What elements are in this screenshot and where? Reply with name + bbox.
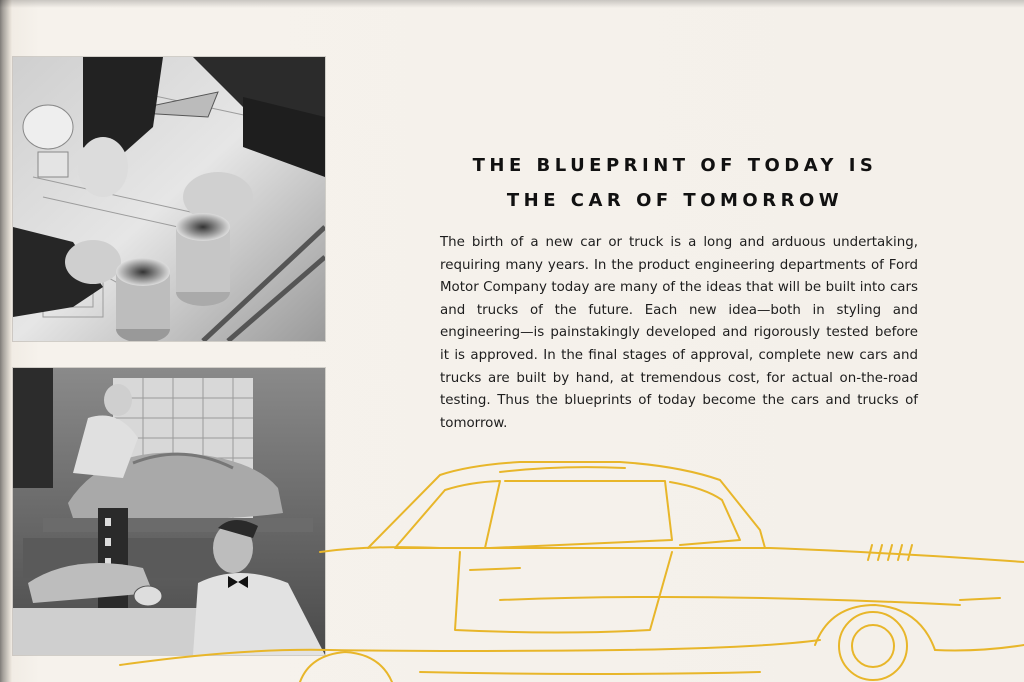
headline-line-1: THE BLUEPRINT OF TODAY IS: [472, 155, 878, 176]
engineers-drafting-photo: [13, 57, 325, 341]
drafting-photo-image: [13, 57, 325, 341]
page-binding-edge: [0, 0, 12, 682]
page-top-shadow: [0, 0, 1024, 8]
clay-model-sculpting-photo: [13, 368, 325, 655]
headline-line-2: THE CAR OF TOMORROW: [506, 190, 844, 211]
body-paragraph: The birth of a new car or truck is a long and arduous undertaking, requiring many years. In the product engineering departments of Ford Motor Company today are many of the ideas that will be built into cars and trucks of the future. Each new idea—both in styling and engineering—is painstakingly developed and rigorously tested before it is approved. In the final stages of approval, complete new cars and trucks are built by hand, at tremendous cost, for actual on-the-road testing. Thus the blueprints of today become the cars and trucks of tomorrow.: [440, 235, 918, 431]
clay-model-photo-image: [13, 368, 325, 655]
